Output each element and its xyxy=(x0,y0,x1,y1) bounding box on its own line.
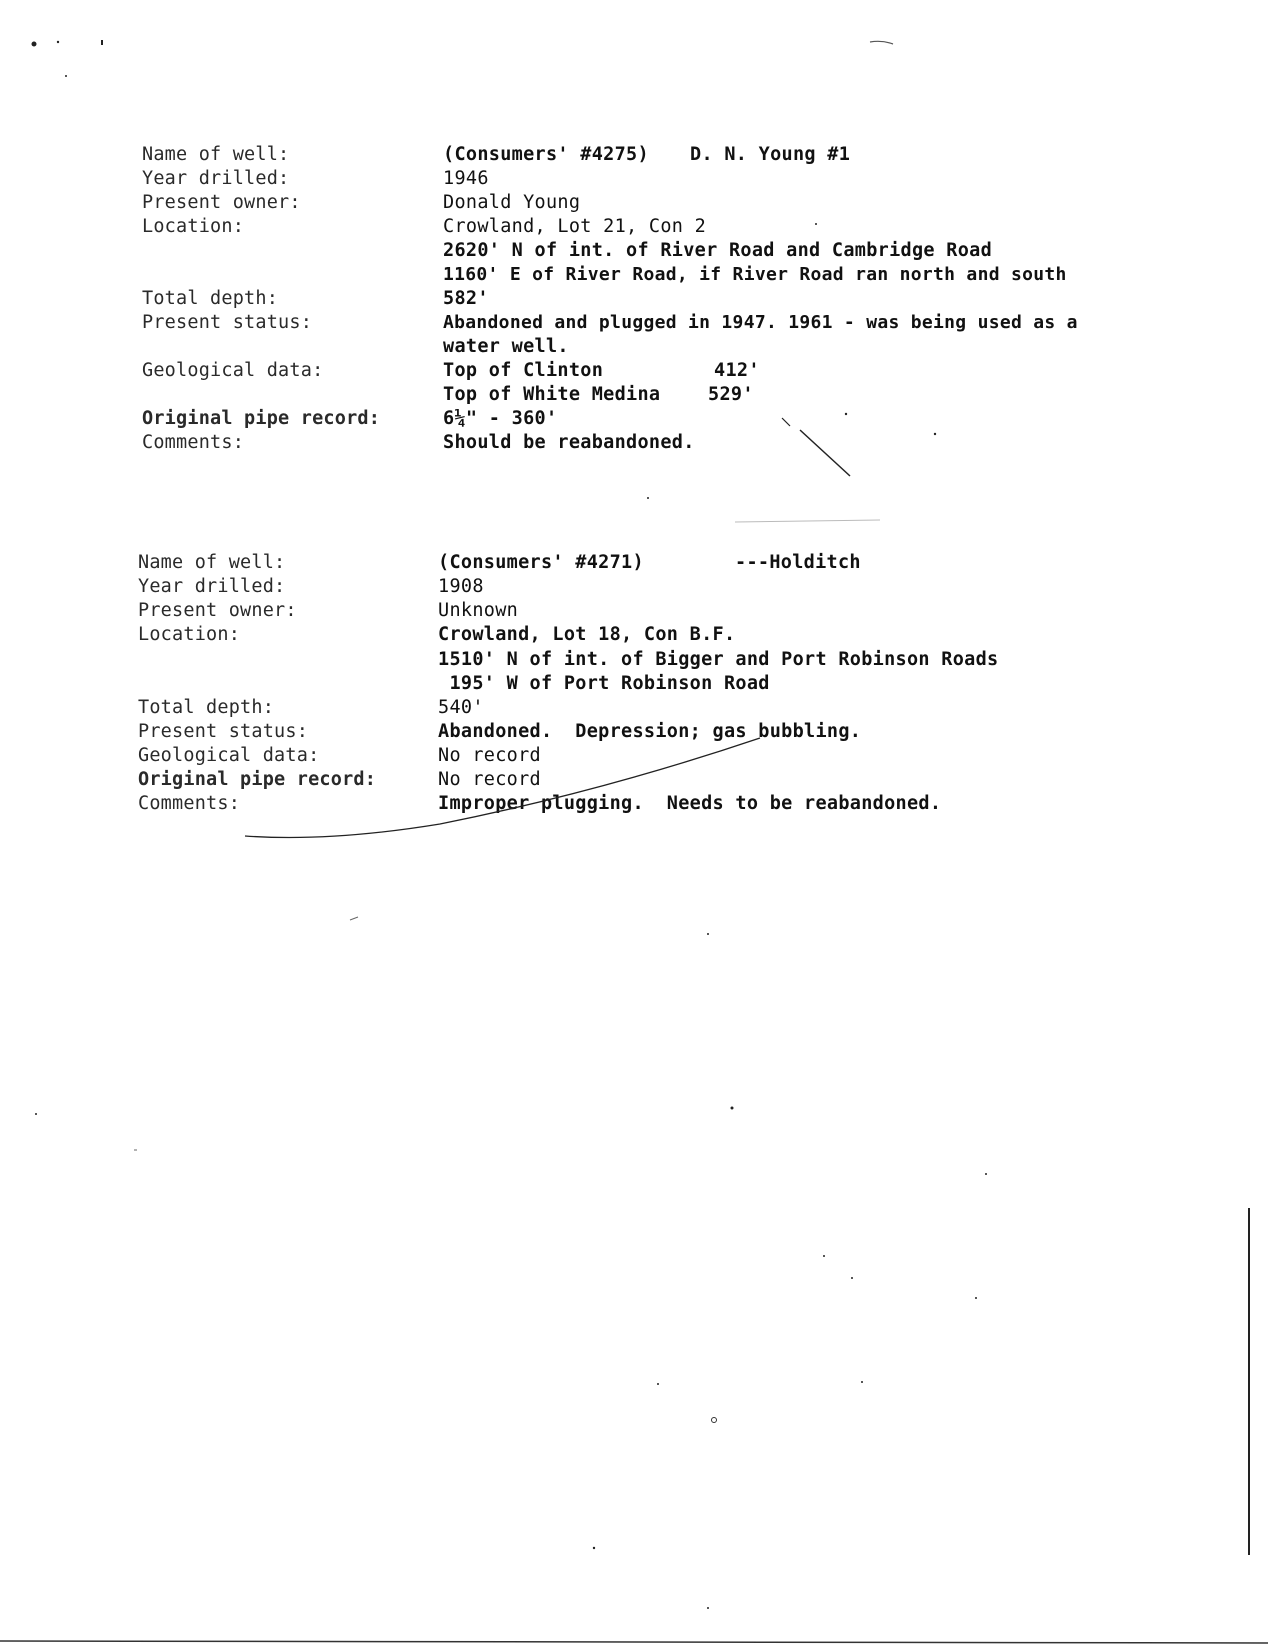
owner-value: Donald Young xyxy=(443,192,581,213)
location-line: 2620' N of int. of River Road and Cambridge Road xyxy=(443,240,993,261)
field-year-drilled xyxy=(0,574,1268,599)
field-label: Original pipe record: xyxy=(138,769,377,790)
field-label: Present status: xyxy=(142,312,313,333)
speck xyxy=(712,1418,717,1423)
field-label: Geological data: xyxy=(138,745,320,766)
speck xyxy=(350,917,358,920)
field-label: Year drilled: xyxy=(138,576,286,597)
speck xyxy=(101,40,103,45)
pipe-value: 6¼" - 360' xyxy=(443,408,558,429)
speck xyxy=(657,1383,659,1385)
field-year-drilled xyxy=(0,166,1268,191)
speck xyxy=(823,1255,825,1257)
well-name-extra: ---Holditch xyxy=(735,552,861,573)
field-label: Name of well: xyxy=(138,552,286,573)
location-line: 1160' E of River Road, if River Road ran north and south xyxy=(443,264,1067,285)
field-label: Location: xyxy=(142,216,245,237)
field-present-status xyxy=(0,310,1268,335)
speck xyxy=(975,1297,977,1299)
geo-depth: 529' xyxy=(708,384,754,405)
field-present-owner xyxy=(0,190,1268,215)
status-line: water well. xyxy=(443,336,569,357)
status-value: Abandoned. Depression; gas bubbling. xyxy=(438,721,862,742)
speck xyxy=(851,1277,853,1279)
field-present-status xyxy=(0,719,1268,744)
well-name-value: (Consumers' #4275) xyxy=(443,144,649,165)
geo-formation: Top of Clinton xyxy=(443,360,604,381)
location-line: Crowland, Lot 21, Con 2 xyxy=(443,216,707,237)
speck xyxy=(707,1607,709,1609)
speck xyxy=(593,1547,595,1549)
location-line: Crowland, Lot 18, Con B.F. xyxy=(438,624,736,645)
field-geological-data xyxy=(0,358,1268,383)
speck xyxy=(35,1113,37,1115)
field-comments xyxy=(0,430,1268,455)
comments-value: Improper plugging. Needs to be reabandoned. xyxy=(438,793,942,814)
field-location xyxy=(0,214,1268,239)
depth-value: 540' xyxy=(438,697,484,718)
field-total-depth xyxy=(0,695,1268,720)
field-label: Original pipe record: xyxy=(142,408,381,429)
location-line-3 xyxy=(0,262,1268,287)
pipe-value: No record xyxy=(438,769,541,790)
field-total-depth xyxy=(0,286,1268,311)
depth-value: 582' xyxy=(443,288,489,309)
location-line-2 xyxy=(0,647,1268,672)
geo-value: No record xyxy=(438,745,541,766)
location-line: 1510' N of int. of Bigger and Port Robinson Roads xyxy=(438,649,999,670)
field-label: Present owner: xyxy=(138,600,297,621)
location-line: 195' W of Port Robinson Road xyxy=(438,673,770,694)
location-line-2 xyxy=(0,238,1268,263)
speck xyxy=(65,75,67,77)
field-label: Geological data: xyxy=(142,360,324,381)
well-name-extra: D. N. Young #1 xyxy=(690,144,851,165)
speck xyxy=(647,497,649,499)
field-original-pipe-record xyxy=(0,406,1268,431)
location-line-3 xyxy=(0,671,1268,696)
field-original-pipe-record xyxy=(0,767,1268,792)
status-line-2 xyxy=(0,334,1268,359)
field-label: Total depth: xyxy=(138,697,275,718)
edge-line xyxy=(0,1641,1268,1643)
geo-formation: Top of White Medina xyxy=(443,384,661,405)
pen-stroke xyxy=(735,520,880,522)
speck xyxy=(731,1107,734,1110)
field-comments xyxy=(0,791,1268,816)
well-name-value: (Consumers' #4271) xyxy=(438,552,644,573)
comments-value: Should be reabandoned. xyxy=(443,432,695,453)
year-value: 1908 xyxy=(438,576,484,597)
owner-value: Unknown xyxy=(438,600,519,621)
speck xyxy=(985,1173,987,1175)
speck xyxy=(861,1381,863,1383)
field-label: Present owner: xyxy=(142,192,301,213)
speck xyxy=(57,41,59,43)
status-line: Abandoned and plugged in 1947. 1961 - was being used as a xyxy=(443,312,1078,333)
field-label: Comments: xyxy=(138,793,241,814)
speck xyxy=(870,41,893,44)
speck xyxy=(707,933,709,935)
field-location xyxy=(0,622,1268,647)
field-geological-data xyxy=(0,743,1268,768)
field-label: Year drilled: xyxy=(142,168,290,189)
field-label: Comments: xyxy=(142,432,245,453)
year-value: 1946 xyxy=(443,168,489,189)
field-name-of-well xyxy=(0,550,1268,575)
field-name-of-well xyxy=(0,142,1268,167)
field-label: Location: xyxy=(138,624,241,645)
field-present-owner xyxy=(0,598,1268,623)
geo-depth: 412' xyxy=(714,360,760,381)
field-label: Name of well: xyxy=(142,144,290,165)
speck xyxy=(32,42,37,47)
field-label: Present status: xyxy=(138,721,309,742)
geo-line-2 xyxy=(0,382,1268,407)
field-label: Total depth: xyxy=(142,288,279,309)
